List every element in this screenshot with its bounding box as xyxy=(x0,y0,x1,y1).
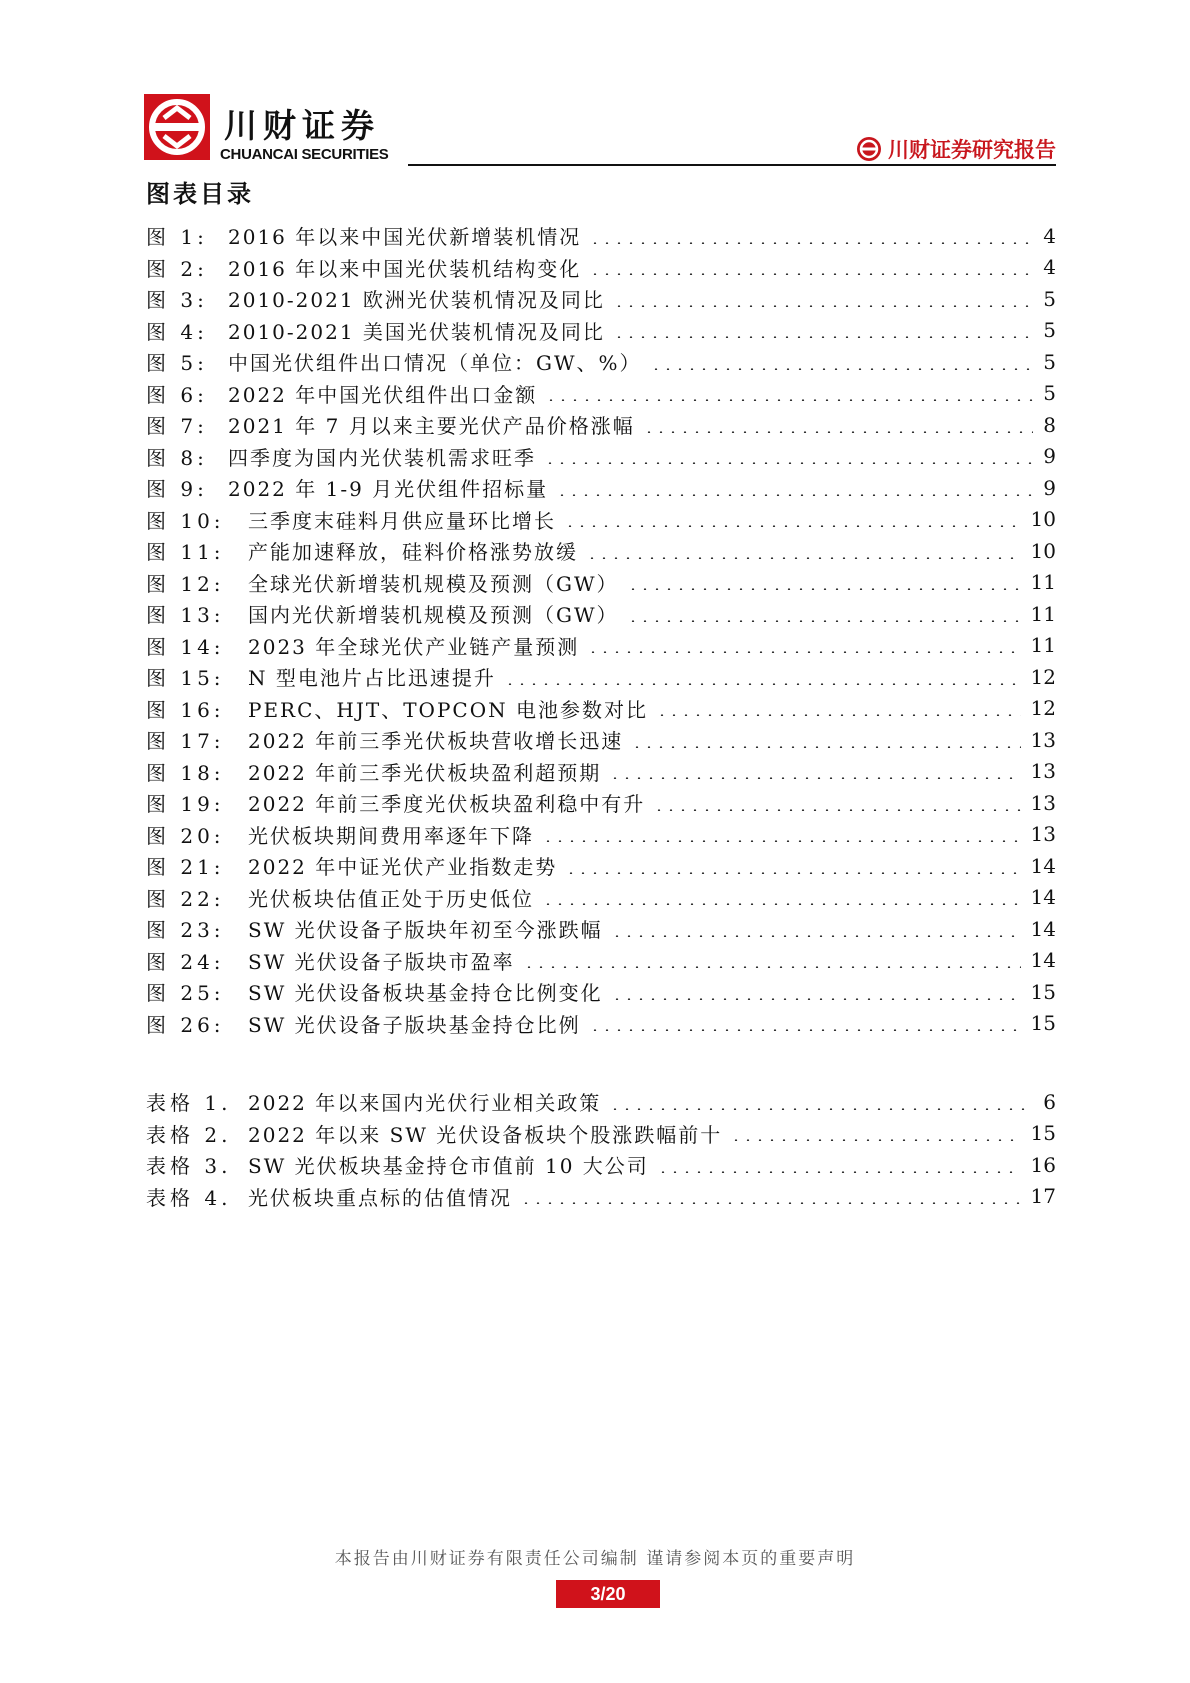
entry-page-number: 10 xyxy=(1030,507,1056,532)
figure-toc-entry[interactable] xyxy=(146,598,1056,630)
dot-leader xyxy=(544,462,1033,464)
entry-label: 图 22: xyxy=(146,886,225,911)
entry-title: SW 光伏板块基金持仓市值前 10 大公司 xyxy=(248,1154,649,1179)
entry-title: SW 光伏设备子版块基金持仓比例 xyxy=(248,1012,581,1037)
entry-label: 图 21: xyxy=(146,855,225,880)
entry-page-number: 11 xyxy=(1030,570,1056,595)
entry-page-number: 16 xyxy=(1030,1152,1056,1177)
dot-leader xyxy=(627,620,1021,622)
entry-page-number: 6 xyxy=(1043,1089,1056,1114)
dot-leader xyxy=(545,399,1033,401)
entry-label: 图 17: xyxy=(146,729,225,754)
entry-label: 图 12: xyxy=(146,571,225,596)
dot-leader xyxy=(613,336,1033,338)
dot-leader xyxy=(609,1108,1033,1110)
figure-toc-entry[interactable] xyxy=(146,346,1056,378)
entry-label: 图 4: xyxy=(146,319,208,344)
dot-leader xyxy=(587,651,1020,653)
entry-title: 中国光伏组件出口情况（单位：GW、%） xyxy=(228,351,642,376)
entry-page-number: 5 xyxy=(1043,381,1056,406)
dot-leader xyxy=(589,242,1033,244)
entry-title: 2022 年前三季度光伏板块盈利稳中有升 xyxy=(248,792,646,817)
entry-title: 三季度末硅料月供应量环比增长 xyxy=(248,508,556,533)
entry-title: 四季度为国内光伏装机需求旺季 xyxy=(228,445,536,470)
figure-toc-entry[interactable] xyxy=(146,693,1056,725)
entry-title: 光伏板块估值正处于历史低位 xyxy=(248,886,534,911)
entry-label: 表格 2. xyxy=(146,1122,232,1147)
entry-page-number: 13 xyxy=(1030,822,1056,847)
entry-page-number: 12 xyxy=(1030,696,1056,721)
figure-toc-entry[interactable] xyxy=(146,252,1056,284)
figure-toc-entry[interactable] xyxy=(146,472,1056,504)
entry-page-number: 5 xyxy=(1043,318,1056,343)
figure-toc-entry[interactable] xyxy=(146,283,1056,315)
dot-leader xyxy=(542,840,1021,842)
dot-leader xyxy=(609,777,1020,779)
entry-page-number: 13 xyxy=(1030,759,1056,784)
entry-page-number: 15 xyxy=(1030,1121,1056,1146)
figure-toc-entry[interactable] xyxy=(146,945,1056,977)
entry-title: 2022 年中证光伏产业指数走势 xyxy=(248,855,558,880)
entry-label: 图 18: xyxy=(146,760,225,785)
chuancai-logo-icon xyxy=(144,94,210,160)
dot-leader xyxy=(613,305,1033,307)
entry-label: 图 23: xyxy=(146,918,225,943)
entry-page-number: 14 xyxy=(1030,885,1056,910)
figure-toc-entry[interactable] xyxy=(146,504,1056,536)
entry-label: 图 8: xyxy=(146,445,208,470)
entry-label: 图 15: xyxy=(146,666,225,691)
entry-page-number: 15 xyxy=(1030,1011,1056,1036)
header-divider xyxy=(408,164,1056,166)
entry-label: 图 24: xyxy=(146,949,225,974)
figure-toc-entry[interactable] xyxy=(146,976,1056,1008)
entry-page-number: 12 xyxy=(1030,664,1056,689)
entry-label: 图 20: xyxy=(146,823,225,848)
figure-toc-entry[interactable] xyxy=(146,819,1056,851)
dot-leader xyxy=(611,935,1021,937)
dot-leader xyxy=(564,525,1021,527)
figure-toc-entry[interactable] xyxy=(146,630,1056,662)
entry-title: 2010-2021 欧洲光伏装机情况及同比 xyxy=(228,288,605,313)
report-tag xyxy=(856,134,1056,164)
entry-label: 表格 4. xyxy=(146,1185,232,1210)
entry-label: 图 25: xyxy=(146,981,225,1006)
entry-title: 国内光伏新增装机规模及预测（GW） xyxy=(248,603,619,628)
table-toc-entry[interactable] xyxy=(146,1118,1056,1150)
entry-title: SW 光伏设备板块基金持仓比例变化 xyxy=(248,981,603,1006)
entry-title: SW 光伏设备子版块年初至今涨跌幅 xyxy=(248,918,603,943)
entry-label: 图 10: xyxy=(146,508,225,533)
entry-page-number: 9 xyxy=(1043,475,1056,500)
entry-label: 图 13: xyxy=(146,603,225,628)
entry-label: 图 14: xyxy=(146,634,225,659)
entry-title: 2016 年以来中国光伏装机结构变化 xyxy=(228,256,582,281)
entry-page-number: 4 xyxy=(1043,223,1056,248)
dot-leader xyxy=(504,683,1021,685)
entry-page-number: 5 xyxy=(1043,349,1056,374)
entry-label: 图 2: xyxy=(146,256,208,281)
entry-page-number: 4 xyxy=(1043,255,1056,280)
figure-toc-entry[interactable] xyxy=(146,535,1056,567)
entry-page-number: 5 xyxy=(1043,286,1056,311)
entry-label: 图 5: xyxy=(146,351,208,376)
page-header xyxy=(144,92,1056,168)
dot-leader xyxy=(589,1029,1021,1031)
entry-title: 2022 年以来国内光伏行业相关政策 xyxy=(248,1091,602,1116)
table-list xyxy=(146,1086,1056,1212)
brand-name-cn: 川财证券 xyxy=(224,106,380,145)
report-tag-logo-icon xyxy=(856,136,882,162)
entry-title: 2021 年 7 月以来主要光伏产品价格涨幅 xyxy=(228,414,635,439)
table-toc-entry[interactable] xyxy=(146,1181,1056,1213)
entry-title: 2023 年全球光伏产业链产量预测 xyxy=(248,634,580,659)
entry-label: 图 19: xyxy=(146,792,225,817)
dot-leader xyxy=(520,1202,1021,1204)
dot-leader xyxy=(653,809,1020,811)
dot-leader xyxy=(656,714,1021,716)
figure-toc-entry[interactable] xyxy=(146,567,1056,599)
entry-title: 2022 年前三季光伏板块盈利超预期 xyxy=(248,760,602,785)
figure-toc-entry[interactable] xyxy=(146,378,1056,410)
entry-title: PERC、HJT、TOPCON 电池参数对比 xyxy=(248,697,648,722)
dot-leader xyxy=(631,746,1020,748)
dot-leader xyxy=(586,557,1021,559)
entry-title: 2022 年以来 SW 光伏设备板块个股涨跌幅前十 xyxy=(248,1122,723,1147)
figure-toc-entry[interactable] xyxy=(146,220,1056,252)
figure-list xyxy=(146,220,1056,1039)
figure-toc-entry[interactable] xyxy=(146,913,1056,945)
figure-toc-entry[interactable] xyxy=(146,882,1056,914)
dot-leader xyxy=(650,368,1034,370)
page-number-badge: 3/20 xyxy=(556,1580,660,1608)
entry-title: 2022 年 1-9 月光伏组件招标量 xyxy=(228,477,549,502)
entry-label: 图 3: xyxy=(146,288,208,313)
entry-title: 全球光伏新增装机规模及预测（GW） xyxy=(248,571,619,596)
entry-page-number: 14 xyxy=(1030,916,1056,941)
entry-page-number: 14 xyxy=(1030,948,1056,973)
entry-title: 2022 年前三季光伏板块营收增长迅速 xyxy=(248,729,624,754)
table-toc-entry[interactable] xyxy=(146,1086,1056,1118)
entry-title: SW 光伏设备子版块市盈率 xyxy=(248,949,515,974)
entry-page-number: 13 xyxy=(1030,727,1056,752)
entry-page-number: 11 xyxy=(1030,633,1056,658)
figure-toc-entry[interactable] xyxy=(146,756,1056,788)
figure-toc-entry[interactable] xyxy=(146,850,1056,882)
entry-title: 2016 年以来中国光伏新增装机情况 xyxy=(228,225,582,250)
figure-toc-entry[interactable] xyxy=(146,724,1056,756)
dot-leader xyxy=(565,872,1020,874)
dot-leader xyxy=(611,998,1021,1000)
footer-disclaimer: 本报告由川财证券有限责任公司编制 谨请参阅本页的重要声明 xyxy=(334,1549,856,1569)
dot-leader xyxy=(589,273,1033,275)
entry-title: 光伏板块期间费用率逐年下降 xyxy=(248,823,534,848)
figure-toc-entry[interactable] xyxy=(146,441,1056,473)
figure-toc-entry[interactable] xyxy=(146,315,1056,347)
toc-title: 图表目录 xyxy=(146,180,254,208)
entry-label: 表格 1. xyxy=(146,1091,232,1116)
entry-title: 2010-2021 美国光伏装机情况及同比 xyxy=(228,319,605,344)
dot-leader xyxy=(542,903,1021,905)
entry-page-number: 11 xyxy=(1030,601,1056,626)
entry-title: 2022 年中国光伏组件出口金额 xyxy=(228,382,538,407)
entry-label: 图 6: xyxy=(146,382,208,407)
entry-page-number: 13 xyxy=(1030,790,1056,815)
entry-page-number: 8 xyxy=(1043,412,1056,437)
entry-page-number: 9 xyxy=(1043,444,1056,469)
table-toc-entry[interactable] xyxy=(146,1149,1056,1181)
entry-label: 图 16: xyxy=(146,697,225,722)
dot-leader xyxy=(523,966,1021,968)
entry-title: 产能加速释放，硅料价格涨势放缓 xyxy=(248,540,578,565)
entry-page-number: 10 xyxy=(1030,538,1056,563)
figure-toc-entry[interactable] xyxy=(146,409,1056,441)
figure-toc-entry[interactable] xyxy=(146,1008,1056,1040)
dot-leader xyxy=(627,588,1021,590)
entry-page-number: 17 xyxy=(1030,1184,1056,1209)
figure-toc-entry[interactable] xyxy=(146,661,1056,693)
entry-label: 图 9: xyxy=(146,477,208,502)
dot-leader xyxy=(730,1139,1020,1141)
figure-toc-entry[interactable] xyxy=(146,787,1056,819)
entry-title: N 型电池片占比迅速提升 xyxy=(248,666,496,691)
entry-page-number: 14 xyxy=(1030,853,1056,878)
report-tag-text: 川财证券研究报告 xyxy=(888,137,1056,162)
entry-label: 图 1: xyxy=(146,225,208,250)
brand-name-en: CHUANCAI SECURITIES xyxy=(220,146,389,163)
entry-label: 图 26: xyxy=(146,1012,225,1037)
entry-label: 图 11: xyxy=(146,540,225,565)
dot-leader xyxy=(657,1171,1021,1173)
dot-leader xyxy=(643,431,1034,433)
dot-leader xyxy=(556,494,1033,496)
entry-label: 表格 3. xyxy=(146,1154,232,1179)
entry-label: 图 7: xyxy=(146,414,208,439)
entry-title: 光伏板块重点标的估值情况 xyxy=(248,1185,512,1210)
entry-page-number: 15 xyxy=(1030,979,1056,1004)
